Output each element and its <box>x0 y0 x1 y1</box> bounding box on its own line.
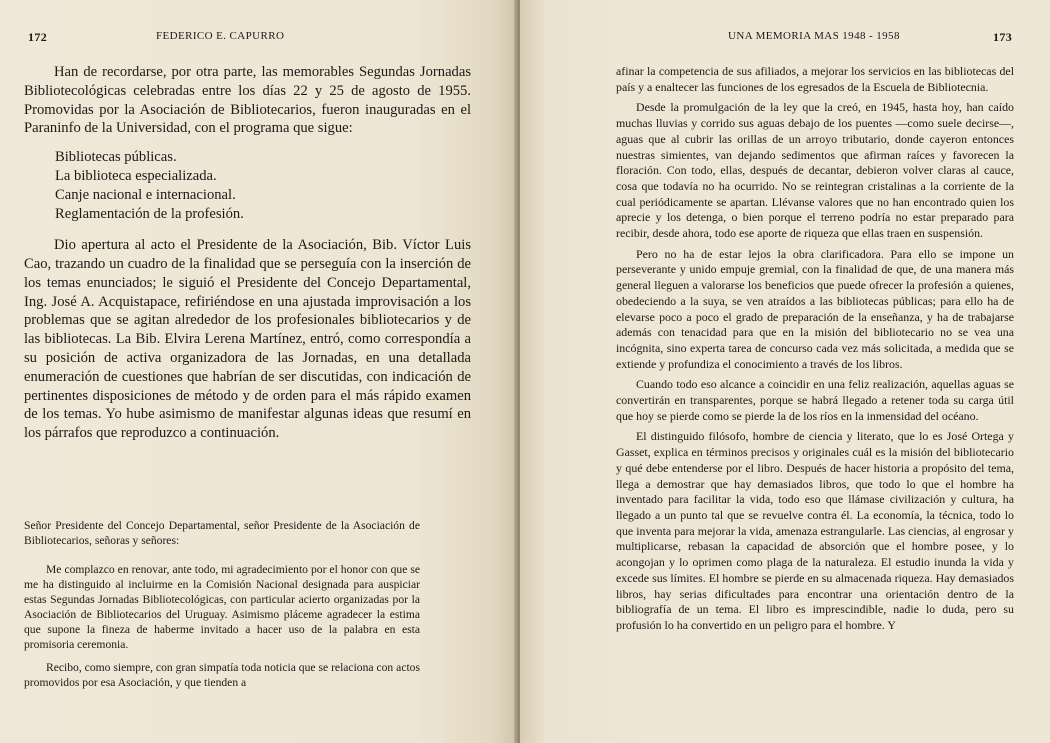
right-body-text <box>616 64 1014 634</box>
program-topics-list <box>55 148 471 224</box>
speech-paragraph-2: Recibo, como siempre, con gran simpatía toda noticia que se relaciona con actos promovidos por esa Asociación, y que tienden a <box>24 661 420 689</box>
program-topic: La biblioteca especializada. <box>55 168 217 185</box>
left-page-number: 172 <box>28 30 48 44</box>
left-running-head: FEDERICO E. CAPURRO <box>156 30 285 42</box>
right-paragraph-3: Pero no ha de estar lejos la obra clarificadora. Para ello se impone un perseverante y unido empuje gremial, con la finalidad de que, de una manera más general lleguen a valorarse los beneficios que puede ofrecer la profesión a quienes, obedeciendo a la suya, se ven atraídos a las bibliotecas públicas; para ello ha de elevarse poco a poco el grado de preparación de la enseñanza, y ha de trabajarse además con tenacidad para que en la misión del bibliotecario no se vea una incógnita, sino experta tarea de concurso cada vez más solicitada, a medida que se extiende y profundiza el conocimiento a través de los libros. <box>616 246 1014 371</box>
program-topic: Reglamentación de la profesión. <box>55 206 244 223</box>
right-paragraph-2: Desde la promulgación de la ley que la creó, en 1945, hasta hoy, han caído muchas lluvias y corrido sus aguas debajo de los puentes —como suele decirse—, aguas que al cubrir las orillas de un arroyo tributario, donde cayeron entonces nuestras simientes, van dejando sedimentos que afirman raíces y favorecen la floración. Con todo, ellas, después de decantar, debieron volver claras al cauce, cosa que todavía no ha ocurrido. No se reintegran cristalinas a la corriente de la cual periódicamente se apartan. Llévanse valores que no han encontrado quien los aprecie y los detenga, o bien porque el terreno podría no estar preparado para recibir, desde ahora, todo ese aporte de riqueza que ellas traen en suspensión. <box>616 100 1014 241</box>
right-running-head: UNA MEMORIA MAS 1948 - 1958 <box>728 30 900 42</box>
right-paragraph-4: Cuando todo eso alcance a coincidir en una feliz realización, aquellas aguas se convertirán en transparentes, porque se habrá llegado a retener toda su carga útil que hoy se pierde como se pierde la de los ríos en la inmensidad del océano. <box>616 377 1014 423</box>
left-body-text <box>24 63 471 443</box>
speech-block <box>24 518 420 690</box>
right-paragraph-1: afinar la competencia de sus afiliados, a mejorar los servicios en las bibliotecas del país y a enaltecer las funciones de los egresados de la Escuela de Bibliotecnia. <box>616 64 1014 94</box>
left-paragraph-1: Han de recordarse, por otra parte, las memorables Segundas Jornadas Bibliotecológicas celebradas entre los días 22 y 25 de agosto de 1955. Promovidas por la Asociación de Bibliotecarios, fueron inauguradas en el Paraninfo de la Universidad, con el programa que sigue: <box>24 64 471 137</box>
right-paragraph-5: El distinguido filósofo, hombre de ciencia y literato, que lo es José Ortega y Gasset, explica en términos precisos y originales cuál es la misión del bibliotecario y qué debe entenderse por el libro. Después de hacer historia a propósito del tema, llega a demostrar que hay demasiados libros, que todo lo que el hombre ha inventado para facilitar la vida, todo eso que llámase civilización y cultura, ha llegado a un punto tal que se revuelve contra él. La economía, la técnica, todo lo que inventa para mejorar la vida, amenaza estrangularle. Las ciencias, al engrosar y multiplicarse, rebasan la capacidad de absorción que el hombre posee, y lo acongojan y lo oprimen como plaga de la naturaleza. El estudio inunda la vida y excede sus límites. El hombre se pierde en su almacenada riqueza. Hay demasiados libros, hay serias dificultades para encontrar una orientación dentro de la bibliografía de un tema. El libro es imprescindible, nadie lo duda, pero su profusión lo ha convertido en un peligro para el hombre. Y <box>616 429 1014 632</box>
right-page <box>520 0 1050 743</box>
speech-salutation: Señor Presidente del Concejo Departamental, señor Presidente de la Asociación de Bibliotecarios, señoras y señores: <box>24 519 420 547</box>
left-paragraph-2: Dio apertura al acto el Presidente de la Asociación, Bib. Víctor Luis Cao, trazando un cuadro de la finalidad que se perseguía con la inserción de los temas enunciados; le siguió el Presidente del Concejo Departamental, Ing. José A. Acquistapace, refiriéndose en una ajustada improvisación a los problemas que se agitan alrededor de los profesionales bibliotecarios y de las bibliotecas. La Bib. Elvira Lerena Martínez, entró, como correspondía a su posición de activa organizadora de las Jornadas, en una detallada enumeración de cuestiones que habrían de ser discutidas, con indicación de pertinentes disposiciones de método y de orden para el más rápido examen de los temas. Yo hube asimismo de manifestar algunas ideas que resumí en los párrafos que reproduzco a continuación. <box>24 237 471 442</box>
speech-paragraph-1: Me complazco en renovar, ante todo, mi agradecimiento por el honor con que se me ha distinguido al incluirme en la Comisión Nacional designada para auspiciar estas Segundas Jornadas Bibliotecológicas, con particular acierto organizadas por la Asociación de Bibliotecarios del Uruguay. Asimismo pláceme agradecer la estima que supone la fineza de haberme invitado a hacer uso de la palabra en esta promisoria ceremonia. <box>24 563 420 651</box>
left-page <box>0 0 518 743</box>
program-topic: Bibliotecas públicas. <box>55 149 177 166</box>
program-topic: Canje nacional e internacional. <box>55 187 236 204</box>
right-page-number: 173 <box>993 30 1013 44</box>
